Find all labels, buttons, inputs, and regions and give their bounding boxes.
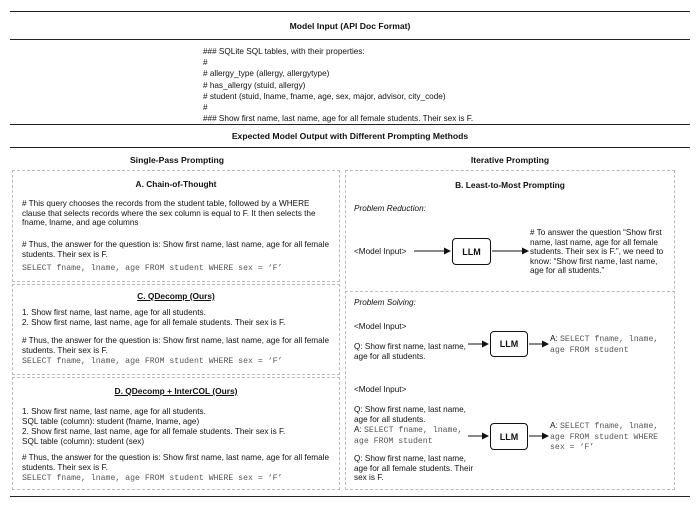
cot-sql: SELECT fname, lname, age FROM student WHERE sex = ‘F’: [22, 264, 283, 273]
solve2-input: <Model Input>: [354, 385, 407, 394]
flow-arrows: [346, 171, 676, 491]
reduction-input: <Model Input>: [354, 247, 407, 256]
reduction-output: # To answer the question “Show first name, last name, age for all female students. Their sex is F.”, we need to know: “Show first name, last name, age for all students.”: [530, 228, 664, 276]
answer-sql: SELECT fname, lname, age FROM student: [354, 426, 463, 446]
answer-sql: SELECT fname, lname, age FROM student: [550, 335, 659, 355]
solving-label: Problem Solving:: [354, 298, 416, 307]
llm-box: LLM: [490, 423, 528, 450]
model-input-line: # allergy_type (allergy, allergytype): [203, 69, 330, 79]
cot-panel: [12, 170, 340, 282]
right-column-title: Iterative Prompting: [470, 155, 550, 165]
answer-sql: SELECT fname, lname, age FROM student WHERE sex = ‘F’: [550, 422, 659, 453]
section-title-rule: [10, 147, 690, 148]
left-column-title: Single-Pass Prompting: [129, 155, 225, 165]
model-input-line: #: [203, 58, 208, 68]
model-input-line: ### Show first name, last name, age for all female students. Their sex is F.: [203, 114, 474, 124]
model-input-line: # student (stuid, lname, fname, age, sex, major, advisor, city_code): [203, 91, 446, 101]
ltm-panel: [345, 170, 675, 490]
answer-prefix: A:: [550, 421, 561, 430]
reduction-label: Problem Reduction:: [354, 204, 426, 213]
llm-box: LLM: [452, 238, 491, 265]
answer-prefix: A:: [354, 425, 365, 434]
section-title: Expected Model Output with Different Prompting Methods: [231, 131, 469, 141]
model-input-line: #: [203, 103, 208, 113]
section-rule: [10, 124, 690, 125]
model-input-line: # has_allergy (stuid, allergy): [203, 80, 306, 90]
top-rule: [10, 11, 690, 12]
bottom-rule: [10, 496, 690, 497]
solve1-input: <Model Input>: [354, 322, 407, 331]
cot-reasoning: # This query chooses the records from the student table, followed by a WHERE clause that selects records where the sex column is equal to F. It then selects the fname, lname, and age columns: [22, 199, 316, 228]
intercol-sql: SELECT fname, lname, age FROM student WHERE sex = ‘F’: [22, 474, 283, 483]
answer-prefix: A:: [550, 334, 561, 343]
qdecomp-intercol-panel: [12, 377, 340, 490]
cot-conclusion: # Thus, the answer for the question is: Show first name, last name, age for all female students. Their sex is F.: [22, 240, 330, 259]
intercol-line: 2. Show first name, last name, age for all female students. Their sex is F.: [22, 427, 286, 436]
cot-title: A. Chain-of-Thought: [135, 179, 217, 189]
solve1-question: Q: Show first name, last name, age for all students.: [354, 342, 466, 361]
qdecomp-step: 1. Show first name, last name, age for all students.: [22, 308, 206, 317]
ltm-title: B. Least-to-Most Prompting: [455, 180, 565, 190]
model-input-line: ### SQLite SQL tables, with their properties:: [203, 47, 365, 56]
qdecomp-conclusion: # Thus, the answer for the question is: Show first name, last name, age for all female students. Their sex is F.: [22, 336, 330, 355]
solve2-question-2: Q: Show first name, last name, age for all female students. Their sex is F.: [354, 454, 474, 483]
qdecomp-step: 2. Show first name, last name, age for all female students. Their sex is F.: [22, 318, 286, 327]
intercol-line: 1. Show first name, last name, age for all students.: [22, 407, 206, 416]
header-rule: [10, 39, 690, 40]
intercol-conclusion: # Thus, the answer for the question is: Show first name, last name, age for all female students. Their sex is F.: [22, 453, 330, 472]
qdecomp-sql: SELECT fname, lname, age FROM student WHERE sex = ‘F’: [22, 357, 283, 366]
llm-box: LLM: [490, 331, 528, 357]
intercol-line: SQL table (column): student (fname, lname, age): [22, 417, 200, 426]
model-input-block: [203, 46, 473, 124]
intercol-line: SQL table (column): student (sex): [22, 437, 145, 446]
qdecomp-title: C. QDecomp (Ours): [137, 291, 215, 301]
qdecomp-panel: [12, 284, 340, 375]
qdecomp-intercol-title: D. QDecomp + InterCOL (Ours): [114, 386, 238, 396]
solve2-question-1: Q: Show first name, last name, age for all students.: [354, 405, 466, 424]
header-title: Model Input (API Doc Format): [289, 21, 411, 31]
